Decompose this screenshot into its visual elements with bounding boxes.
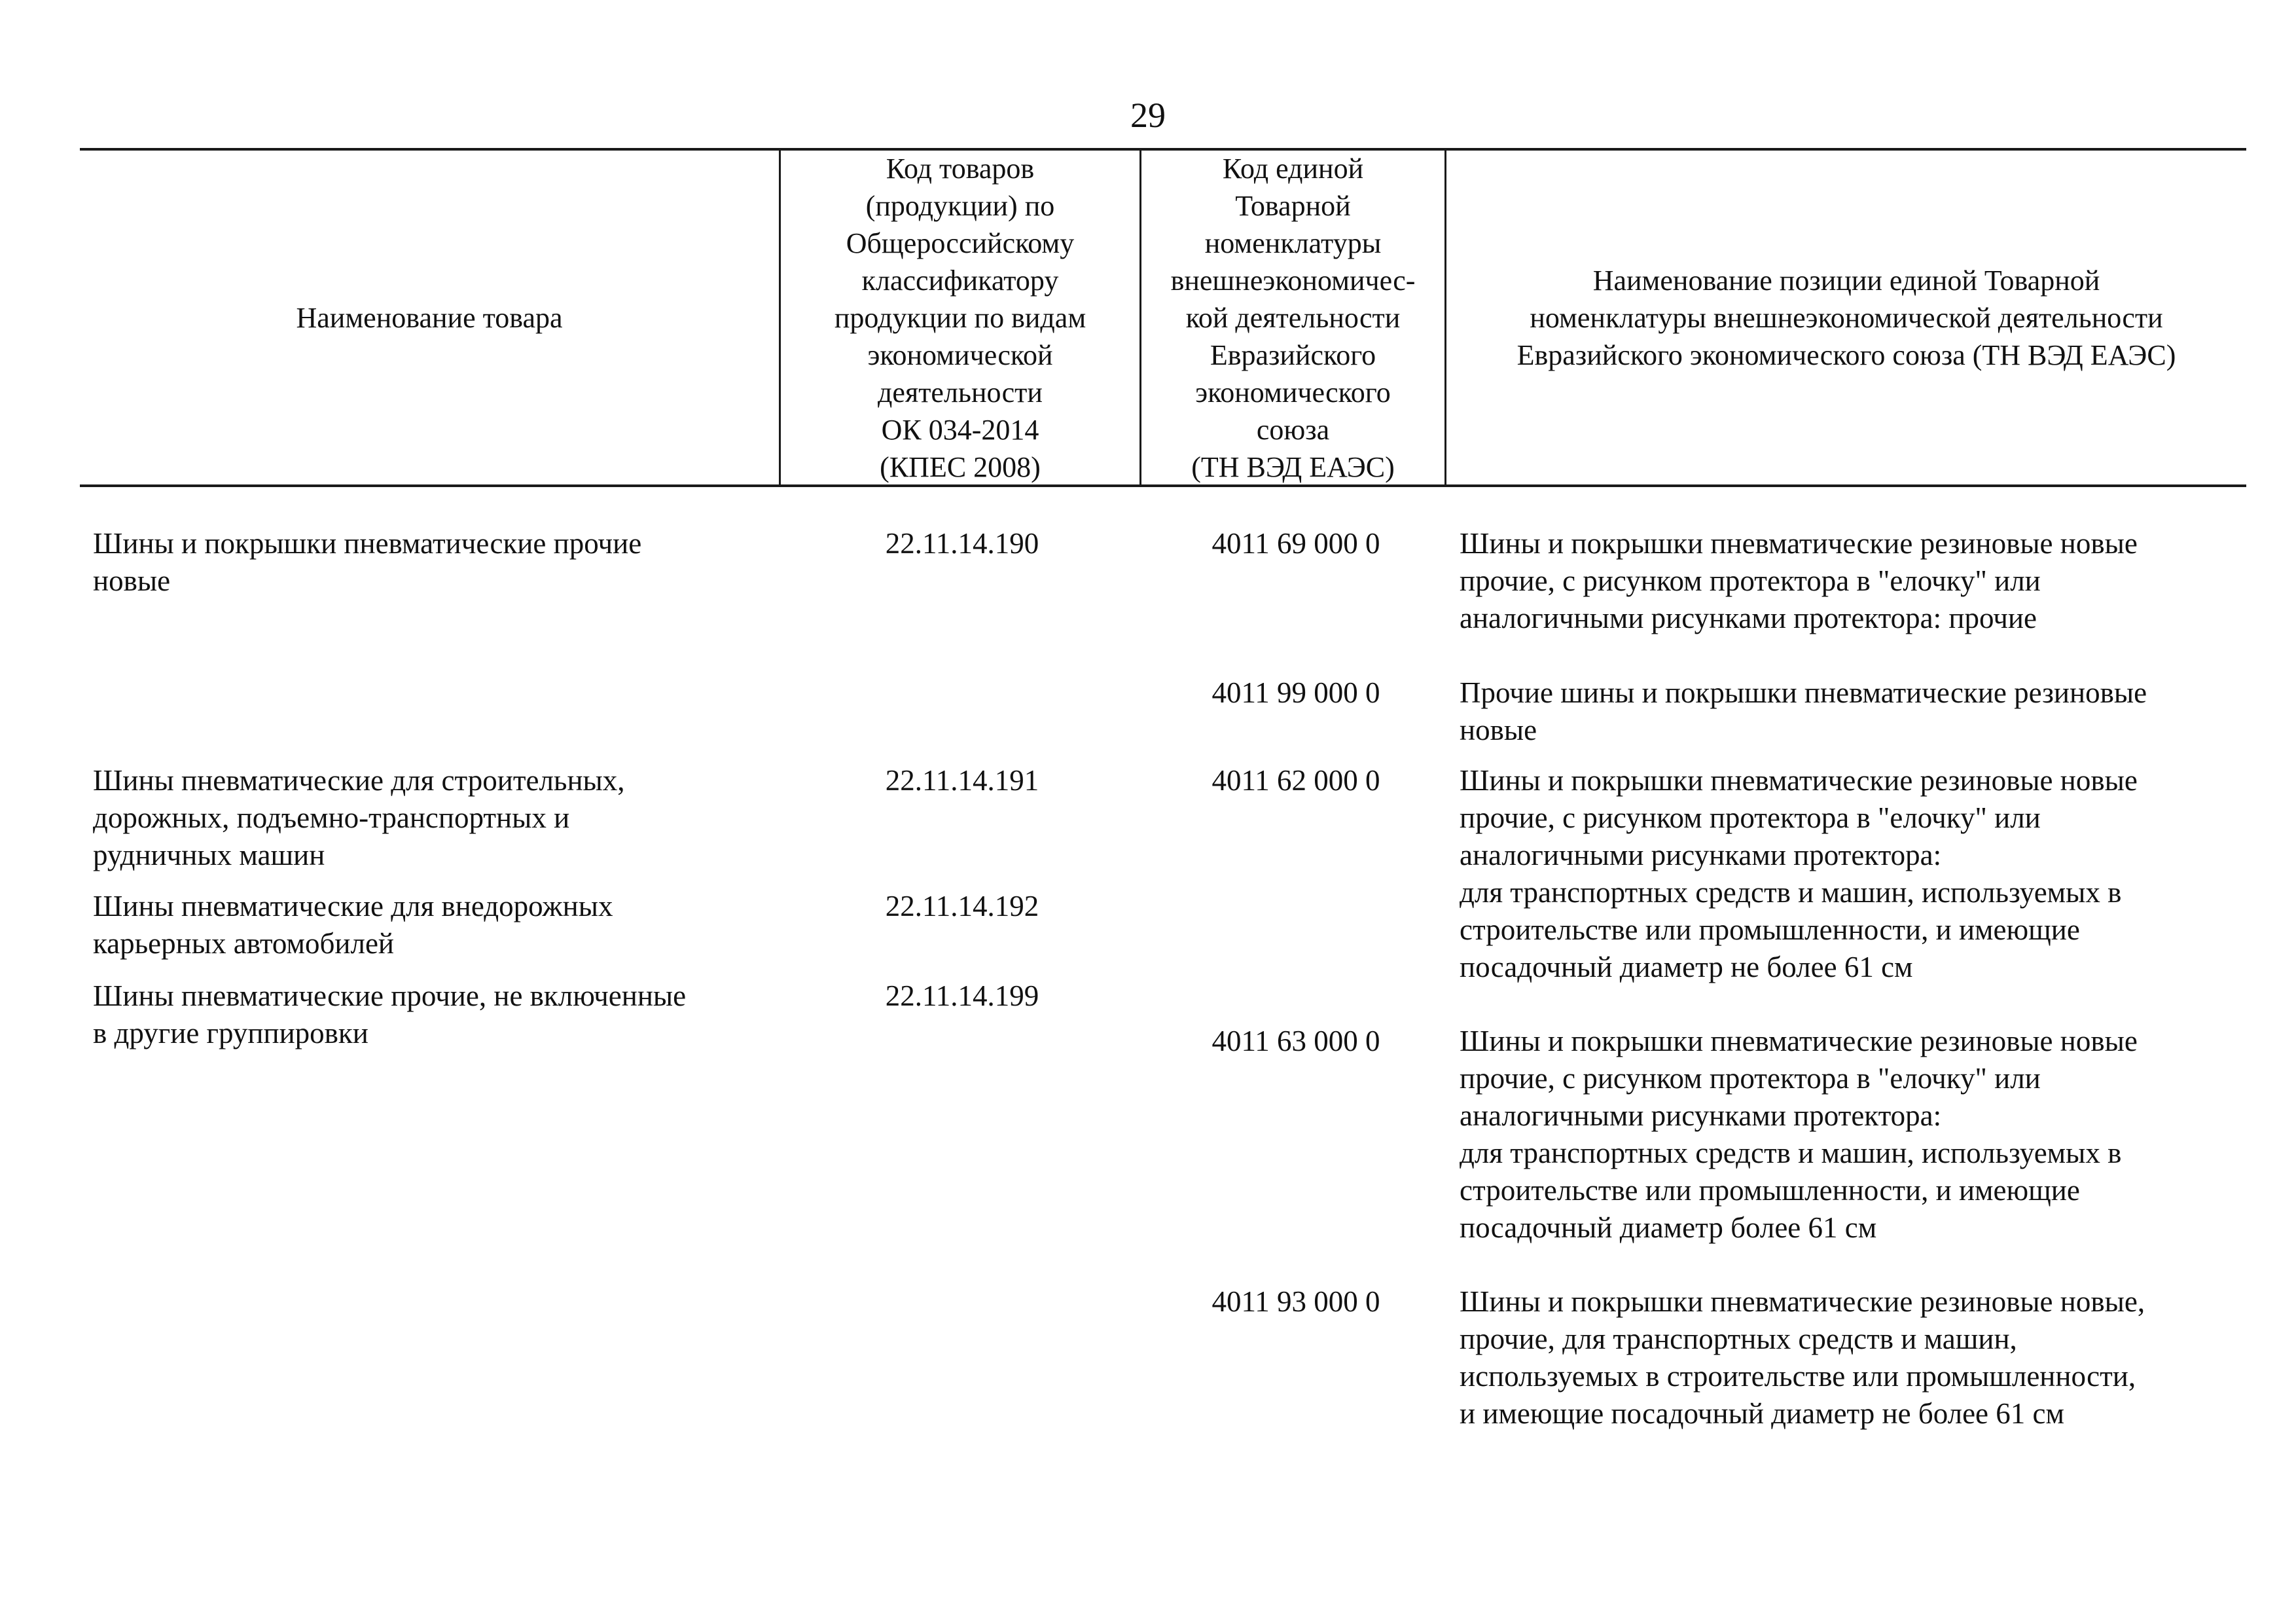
okpd2-code: 22.11.14.191 [885,764,1039,797]
tnved-description: Шины и покрышки пневматические резиновые новые прочие, с рисунком протектора в "елочку" или аналогичными рисунками протектора: прочие [1460,527,2138,634]
product-name: Шины пневматические для внедорожных карьерных автомобилей [93,890,613,960]
header-tnved-code [1141,149,1444,486]
tnved-description: Шины и покрышки пневматические резиновые новые прочие, с рисунком протектора в "елочку" или аналогичными рисунками протектора: для транспортных средств и машин, используемых в строительстве или промышленности, и имеющие посадочный диаметр более 61 см [1460,1025,2138,1244]
okpd2-code: 22.11.14.199 [885,979,1039,1012]
product-name: Шины пневматические прочие, не включенные в другие группировки [93,979,687,1049]
header-product-name-text: Наименование товара [296,301,563,334]
tnved-code: 4011 63 000 0 [1211,1025,1380,1057]
okpd2-code: 22.11.14.192 [885,890,1039,922]
product-name: Шины пневматические для строительных, дорожных, подъемно-транспортных и рудничных машин [93,764,625,871]
tnved-code: 4011 69 000 0 [1211,527,1380,560]
tnved-code: 4011 93 000 0 [1211,1285,1380,1318]
header-okpd2-code [781,149,1139,486]
tnved-description: Прочие шины и покрышки пневматические резиновые новые [1460,676,2147,746]
header-tnved-description [1446,149,2246,486]
header-product-name [80,149,779,486]
tnved-code: 4011 99 000 0 [1211,676,1380,709]
page-number: 29 [1130,96,1166,135]
product-name: Шины и покрышки пневматические прочие новые [93,527,642,597]
tnved-description: Шины и покрышки пневматические резиновые новые, прочие, для транспортных средств и машин, используемых в строительстве или промышленности, и имеющие посадочный диаметр не более 61 см [1460,1285,2145,1430]
tnved-code: 4011 62 000 0 [1211,764,1380,797]
header-tnved-code-text: Код единой Товарной номенклатуры внешнеэкономичес- кой деятельности Евразийского экономического союза (ТН ВЭД ЕАЭС) [1170,152,1416,483]
tnved-description: Шины и покрышки пневматические резиновые новые прочие, с рисунком протектора в "елочку" или аналогичными рисунками протектора: для транспортных средств и машин, используемых в строительстве или промышленности, и имеющие посадочный диаметр не более 61 см [1460,764,2138,983]
okpd2-code: 22.11.14.190 [885,527,1039,560]
header-tnved-description-text: Наименование позиции единой Товарной номенклатуры внешнеэкономической деятельности Евразийского экономического союза (ТН ВЭД ЕАЭС) [1516,264,2176,371]
header-okpd2-code-text: Код товаров (продукции) по Общероссийскому классификатору продукции по видам экономической деятельности ОК 034-2014 (КПЕС 2008) [834,152,1086,483]
